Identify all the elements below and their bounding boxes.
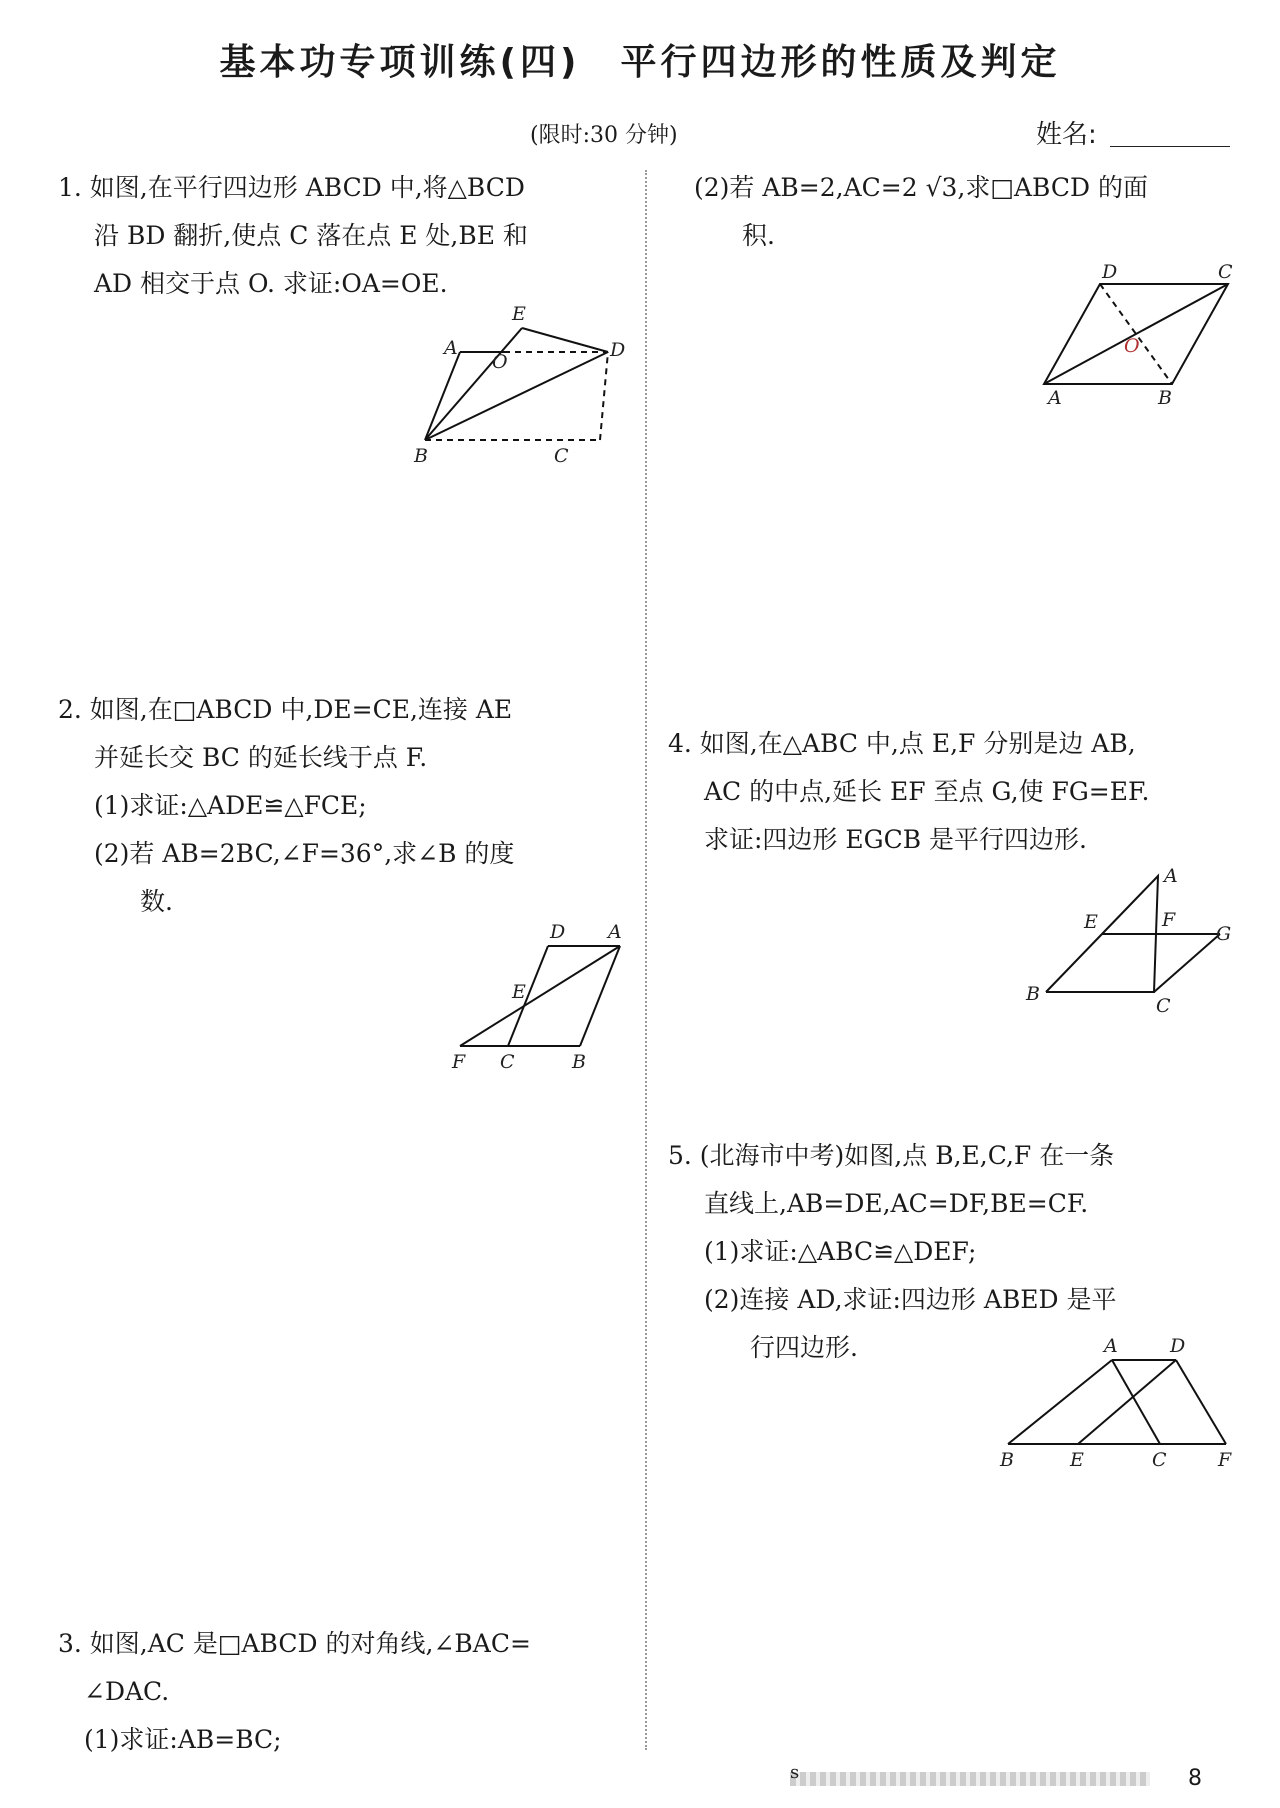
q3-line-3: (1)求证:AB=BC; [84, 1725, 282, 1754]
q1-label-b: B [414, 445, 428, 467]
q3-label-o: O [1124, 335, 1140, 357]
q4-figure [1020, 868, 1240, 1018]
q3-part2-line-1: (2)若 AB=2,AC=2 √3,求□ABCD 的面 [694, 173, 1148, 202]
q5-label-b: B [1000, 1449, 1014, 1471]
q2-label-e: E [512, 981, 526, 1003]
q3-label-b: B [1158, 387, 1172, 409]
q3-line-2: ∠DAC. [84, 1677, 170, 1706]
question-1 [58, 164, 638, 308]
q5-line-2: 直线上,AB=DE,AC=DF,BE=CF. [704, 1189, 1089, 1218]
q2-label-f: F [452, 1051, 466, 1073]
q1-edge-ed [522, 328, 608, 352]
q5-line-4: (2)连接 AD,求证:四边形 ABED 是平 [704, 1285, 1117, 1314]
q5-line-1: 5. (北海市中考)如图,点 B,E,C,F 在一条 [668, 1141, 1115, 1170]
q5-line-3: (1)求证:△ABC≌△DEF; [704, 1237, 977, 1266]
q2-line-3: (1)求证:△ADE≌△FCE; [94, 791, 367, 820]
q3-figure [1030, 262, 1250, 412]
q5-segment-ac [1112, 1360, 1160, 1444]
q2-label-d: D [550, 921, 566, 943]
name-label: 姓名: [1036, 120, 1097, 150]
time-limit: (限时:30 分钟) [530, 123, 678, 148]
q5-segment-ed [1078, 1360, 1176, 1444]
q2-line-5: 数. [140, 887, 173, 916]
q3-label-c: C [1218, 262, 1233, 283]
q5-segment-df [1176, 1360, 1226, 1444]
q1-label-c: C [554, 445, 569, 467]
q4-line-3: 求证:四边形 EGCB 是平行四边形. [704, 825, 1087, 854]
q5-label-e: E [1070, 1449, 1084, 1471]
q2-label-b: B [572, 1051, 586, 1073]
q5-segment-ab [1008, 1360, 1112, 1444]
q5-label-c: C [1152, 1449, 1167, 1471]
question-3-part-2 [694, 164, 1254, 260]
page-number: 8 [1188, 1766, 1202, 1791]
q1-label-a: A [444, 337, 458, 359]
q4-label-b: B [1026, 983, 1040, 1005]
q2-figure [440, 918, 630, 1078]
q5-label-f: F [1218, 1449, 1232, 1471]
q1-line-1: 1. 如图,在平行四边形 ABCD 中,将△BCD [58, 173, 525, 202]
q5-label-a: A [1104, 1335, 1118, 1357]
q2-label-a: A [608, 921, 622, 943]
q1-label-d: D [610, 339, 626, 361]
q4-line-1: 4. 如图,在△ABC 中,点 E,F 分别是边 AB, [668, 729, 1136, 758]
q4-segment-cg [1154, 934, 1220, 992]
q3-label-d: D [1102, 262, 1118, 283]
q1-edge-cd [600, 352, 608, 440]
q3-line-1: 3. 如图,AC 是□ABCD 的对角线,∠BAC= [58, 1629, 531, 1658]
q1-line-2: 沿 BD 翻折,使点 C 落在点 E 处,BE 和 [94, 221, 528, 250]
question-2 [58, 686, 638, 926]
q1-edge-bd [425, 352, 608, 440]
q4-line-2: AC 的中点,延长 EF 至点 G,使 FG=EF. [704, 777, 1150, 806]
q1-label-o: O [492, 351, 508, 373]
question-3 [58, 1620, 638, 1764]
page-title: 基本功专项训练(四) 平行四边形的性质及判定 [219, 42, 1061, 83]
q2-line-2: 并延长交 BC 的延长线于点 F. [94, 743, 428, 772]
q2-edge-fa [460, 946, 620, 1046]
q4-label-e: E [1084, 911, 1098, 933]
q3-part2-line-2: 积. [742, 221, 775, 250]
question-4 [668, 720, 1258, 864]
q1-edge-be [425, 328, 522, 440]
q3-label-a: A [1048, 387, 1062, 409]
footer-mark: s [790, 1762, 800, 1783]
q4-label-g: G [1216, 923, 1232, 945]
q2-line-1: 2. 如图,在□ABCD 中,DE=CE,连接 AE [58, 695, 513, 724]
q1-line-3: AD 相交于点 O. 求证:OA=OE. [94, 269, 448, 298]
footer-decoration [790, 1772, 1150, 1786]
q5-line-5: 行四边形. [750, 1333, 858, 1362]
q2-edge-ba [580, 946, 620, 1046]
q1-figure [400, 296, 640, 476]
name-blank-line[interactable] [1110, 146, 1230, 147]
q5-label-d: D [1170, 1335, 1186, 1357]
q2-line-4: (2)若 AB=2BC,∠F=36°,求∠B 的度 [94, 839, 515, 868]
column-divider [645, 170, 647, 1750]
q1-label-e: E [512, 303, 526, 325]
q2-label-c: C [500, 1051, 515, 1073]
q4-label-c: C [1156, 995, 1171, 1017]
q4-label-a: A [1164, 868, 1178, 887]
q4-label-f: F [1162, 909, 1176, 931]
q5-figure [994, 1334, 1244, 1474]
